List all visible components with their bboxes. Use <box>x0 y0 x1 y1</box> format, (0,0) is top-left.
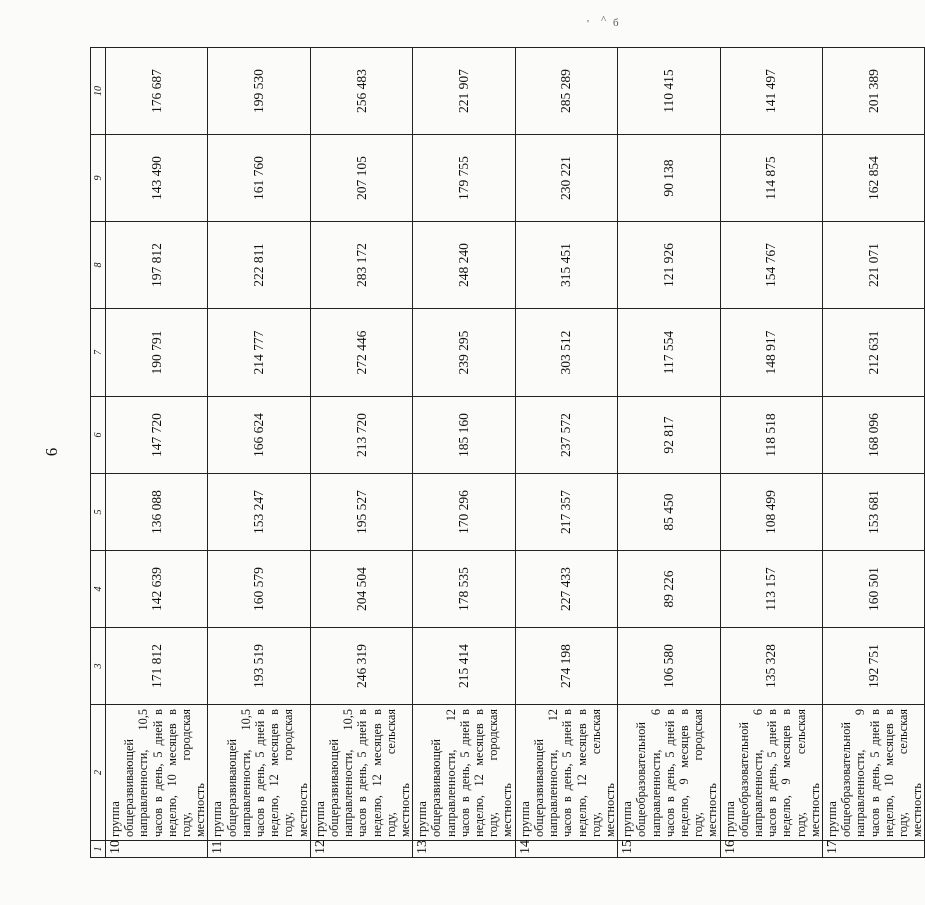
column-number: 7 <box>91 309 106 397</box>
group-description: группа общеразвивающей направленности, 10,5 часов в день, 5 дней в неделю, 12 месяцев в году, городская местность <box>208 705 310 841</box>
row-number: 17 <box>822 841 924 858</box>
row-number: 16 <box>720 841 822 858</box>
cost-value: 148 917 <box>720 309 822 397</box>
cost-value: 315 451 <box>515 222 617 309</box>
cost-value: 256 483 <box>310 48 412 135</box>
column-number: 6 <box>91 397 106 474</box>
tariff-table <box>90 47 925 858</box>
cost-value: 168 096 <box>822 397 924 474</box>
cost-value: 121 926 <box>618 222 720 309</box>
cost-value: 178 535 <box>413 551 515 628</box>
cost-value: 141 497 <box>720 48 822 135</box>
row-number: 13 <box>413 841 515 858</box>
corner-mark: б <box>613 17 619 29</box>
cost-value: 272 446 <box>310 309 412 397</box>
cost-value: 118 518 <box>720 397 822 474</box>
corner-mark: ^ <box>601 14 607 26</box>
cost-value: 160 579 <box>208 551 310 628</box>
cost-value: 106 580 <box>618 628 720 705</box>
cost-value: 248 240 <box>413 222 515 309</box>
cost-value: 283 172 <box>310 222 412 309</box>
row-number: 10 <box>106 841 208 858</box>
column-number: 1 <box>91 841 106 858</box>
cost-value: 110 415 <box>618 48 720 135</box>
cost-value: 285 289 <box>515 48 617 135</box>
cost-value: 179 755 <box>413 135 515 222</box>
cost-value: 213 720 <box>310 397 412 474</box>
cost-value: 246 319 <box>310 628 412 705</box>
cost-value: 89 226 <box>618 551 720 628</box>
cost-value: 204 504 <box>310 551 412 628</box>
cost-value: 161 760 <box>208 135 310 222</box>
cost-value: 170 296 <box>413 474 515 551</box>
group-description: группа общеобразовательной направленности, 9 часов в день, 5 дней в неделю, 10 месяцев в году, сельская местность <box>822 705 924 841</box>
column-number: 5 <box>91 474 106 551</box>
cost-value: 193 519 <box>208 628 310 705</box>
cost-value: 142 639 <box>106 551 208 628</box>
table-row <box>822 48 924 858</box>
table-row <box>618 48 720 858</box>
corner-marks <box>585 14 625 36</box>
cost-value: 117 554 <box>618 309 720 397</box>
column-number: 3 <box>91 628 106 705</box>
cost-value: 160 501 <box>822 551 924 628</box>
cost-value: 185 160 <box>413 397 515 474</box>
row-number: 15 <box>618 841 720 858</box>
column-number: 2 <box>91 705 106 841</box>
rotated-table-wrapper <box>90 48 925 858</box>
cost-value: 190 791 <box>106 309 208 397</box>
column-number: 8 <box>91 222 106 309</box>
cost-value: 153 681 <box>822 474 924 551</box>
cost-value: 195 527 <box>310 474 412 551</box>
cost-value: 92 817 <box>618 397 720 474</box>
row-number: 14 <box>515 841 617 858</box>
cost-value: 237 572 <box>515 397 617 474</box>
cost-value: 197 812 <box>106 222 208 309</box>
cost-value: 192 751 <box>822 628 924 705</box>
cost-value: 212 631 <box>822 309 924 397</box>
group-description: группа общеобразовательной направленности, 6 часов в день, 5 дней в неделю, 9 месяцев в году, сельская местность <box>720 705 822 841</box>
cost-value: 222 811 <box>208 222 310 309</box>
cost-value: 153 247 <box>208 474 310 551</box>
cost-value: 227 433 <box>515 551 617 628</box>
group-description: группа общеразвивающей направленности, 12 часов в день, 5 дней в неделю, 12 месяцев в году, городская местность <box>413 705 515 841</box>
column-number: 9 <box>91 135 106 222</box>
cost-value: 230 221 <box>515 135 617 222</box>
table-row <box>515 48 617 858</box>
cost-value: 199 530 <box>208 48 310 135</box>
cost-value: 166 624 <box>208 397 310 474</box>
cost-value: 162 854 <box>822 135 924 222</box>
cost-value: 201 389 <box>822 48 924 135</box>
table-row <box>720 48 822 858</box>
cost-value: 274 198 <box>515 628 617 705</box>
cost-value: 217 357 <box>515 474 617 551</box>
cost-value: 207 105 <box>310 135 412 222</box>
group-description: группа общеразвивающей направленности, 10,5 часов в день, 5 дней в неделю, 12 месяцев в году, сельская местность <box>310 705 412 841</box>
column-number: 4 <box>91 551 106 628</box>
group-description: группа общеразвивающей направленности, 12 часов в день, 5 дней в неделю, 12 месяцев в году, сельская местность <box>515 705 617 841</box>
table-row <box>310 48 412 858</box>
cost-value: 147 720 <box>106 397 208 474</box>
table-row <box>208 48 310 858</box>
cost-value: 135 328 <box>720 628 822 705</box>
group-description: группа общеразвивающей направленности, 10,5 часов в день, 5 дней в неделю, 10 месяцев в году, городская местность <box>106 705 208 841</box>
row-number: 11 <box>208 841 310 858</box>
cost-value: 176 687 <box>106 48 208 135</box>
corner-mark: ' <box>587 18 589 30</box>
cost-value: 221 907 <box>413 48 515 135</box>
cost-value: 113 157 <box>720 551 822 628</box>
cost-value: 239 295 <box>413 309 515 397</box>
group-description: группа общеобразовательной направленности, 6 часов в день, 5 дней в неделю, 9 месяцев в году, городская местность <box>618 705 720 841</box>
cost-value: 171 812 <box>106 628 208 705</box>
page-number: 6 <box>42 447 61 457</box>
cost-value: 221 071 <box>822 222 924 309</box>
cost-value: 85 450 <box>618 474 720 551</box>
cost-value: 90 138 <box>618 135 720 222</box>
column-number: 10 <box>91 48 106 135</box>
table-row <box>106 48 208 858</box>
cost-value: 136 088 <box>106 474 208 551</box>
column-number-row <box>91 48 106 858</box>
cost-value: 154 767 <box>720 222 822 309</box>
cost-value: 215 414 <box>413 628 515 705</box>
table-row <box>413 48 515 858</box>
row-number: 12 <box>310 841 412 858</box>
cost-value: 114 875 <box>720 135 822 222</box>
cost-value: 303 512 <box>515 309 617 397</box>
cost-value: 108 499 <box>720 474 822 551</box>
cost-value: 143 490 <box>106 135 208 222</box>
cost-value: 214 777 <box>208 309 310 397</box>
